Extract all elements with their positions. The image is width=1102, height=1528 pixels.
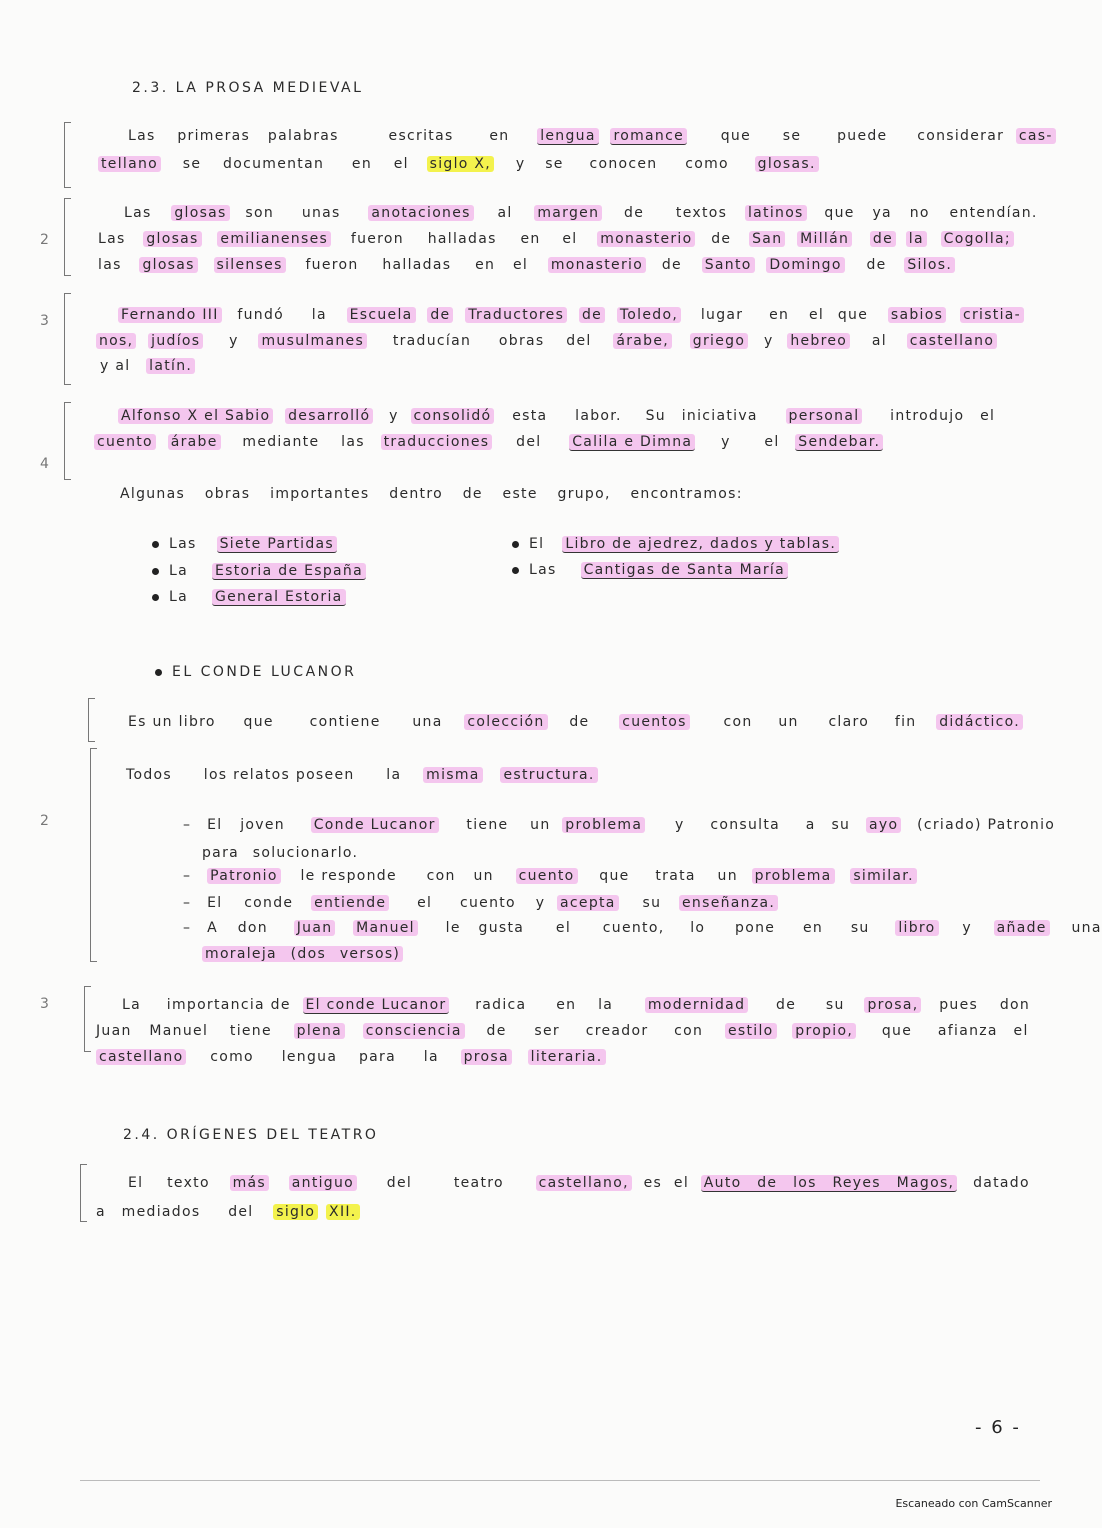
highlight-term: Millán xyxy=(797,231,852,247)
word: para xyxy=(358,1049,396,1065)
paragraph-glosas-def-line-3 xyxy=(98,257,955,273)
works-left-1 xyxy=(152,536,337,552)
work-title: Libro de ajedrez, dados y tablas. xyxy=(562,536,839,553)
works-right-1 xyxy=(512,536,839,552)
highlight-term: didáctico. xyxy=(936,714,1023,730)
teatro-line-1 xyxy=(128,1175,1030,1191)
word: introdujo xyxy=(890,408,965,424)
highlight-term: consolidó xyxy=(411,408,495,424)
works-left-3 xyxy=(152,589,346,605)
word: fin xyxy=(894,714,917,730)
word: don xyxy=(999,997,1031,1013)
word: le xyxy=(445,920,461,936)
word: labor. xyxy=(575,408,622,424)
word: su xyxy=(825,997,845,1013)
word: su xyxy=(831,817,851,833)
word: importancia de xyxy=(166,997,291,1013)
word: conde xyxy=(244,895,294,911)
word: en xyxy=(520,231,541,247)
word: una xyxy=(412,714,443,730)
highlight-term: de xyxy=(870,231,896,247)
highlight-term: Juan xyxy=(294,920,336,936)
word: obras xyxy=(498,333,545,349)
word: lengua xyxy=(281,1049,338,1065)
highlight-term: nos, xyxy=(96,333,136,349)
highlight-term: Conde Lucanor xyxy=(311,817,439,833)
word: iniciativa xyxy=(681,408,758,424)
word: con xyxy=(674,1023,704,1039)
highlight-term: glosas xyxy=(143,231,201,247)
highlight-term: Domingo xyxy=(766,257,844,273)
word: Todos xyxy=(126,767,172,783)
highlight-term: Patronio xyxy=(207,868,281,884)
highlight-term: glosas xyxy=(139,257,197,273)
word: se xyxy=(182,156,202,172)
word: una xyxy=(1071,920,1102,936)
lucanor-list-item-4 xyxy=(183,920,1102,936)
highlight-term: más xyxy=(230,1175,269,1191)
word: el xyxy=(1013,1023,1029,1039)
word: la xyxy=(386,767,402,783)
works-right-2 xyxy=(512,562,788,578)
margin-number: 2 xyxy=(40,813,49,829)
margin-bracket xyxy=(84,986,91,1052)
word: en xyxy=(556,997,577,1013)
word: del xyxy=(516,434,542,450)
highlight-term: acepta xyxy=(557,895,619,911)
word: puede xyxy=(837,128,888,144)
paragraph-glosas-def-line-1 xyxy=(124,205,1038,221)
bullet-icon xyxy=(155,669,162,676)
work-title: General Estoria xyxy=(212,589,346,606)
highlight-date: siglo xyxy=(273,1204,318,1220)
margin-number: 4 xyxy=(40,456,49,472)
highlight-term: cuento xyxy=(516,868,578,884)
word: un xyxy=(530,817,551,833)
word: contiene xyxy=(309,714,381,730)
highlight-term: enseñanza. xyxy=(679,895,778,911)
word: de xyxy=(776,997,797,1013)
highlight-term: prosa, xyxy=(864,997,921,1013)
word: don xyxy=(237,920,268,936)
word: pone xyxy=(735,920,776,936)
word: consulta xyxy=(710,817,781,833)
word: A xyxy=(207,920,218,936)
highlight-term: colección xyxy=(464,714,547,730)
lucanor-heading-text: EL CONDE LUCANOR xyxy=(172,664,357,680)
word: documentan xyxy=(223,156,325,172)
highlight-term: judíos xyxy=(148,333,203,349)
lucanor-heading xyxy=(155,664,356,680)
word: no xyxy=(909,205,930,221)
dash: – xyxy=(183,868,192,884)
lucanor-list-item-4-cont xyxy=(202,946,403,962)
word: primeras xyxy=(177,128,251,144)
highlight-term: monasterio xyxy=(597,231,695,247)
highlight-term: tellano xyxy=(98,156,161,172)
highlight-date: siglo X, xyxy=(427,156,494,172)
word: mediante xyxy=(242,434,320,450)
highlight-term: lengua xyxy=(537,128,599,145)
word: en xyxy=(489,128,510,144)
word: y xyxy=(962,920,972,936)
word: fueron xyxy=(350,231,404,247)
word: creador xyxy=(585,1023,649,1039)
word: la xyxy=(598,997,614,1013)
word: claro xyxy=(828,714,870,730)
word: un xyxy=(778,714,799,730)
highlight-term: Manuel xyxy=(353,920,418,936)
highlight-term: traducciones xyxy=(381,434,493,450)
margin-number: 3 xyxy=(40,996,49,1012)
word: considerar xyxy=(917,128,1005,144)
word: el xyxy=(555,920,572,936)
word: pues xyxy=(939,997,979,1013)
margin-bracket xyxy=(64,402,71,480)
highlight-term: antiguo xyxy=(289,1175,357,1191)
bullet-icon xyxy=(152,594,159,601)
margin-bracket xyxy=(80,1164,87,1222)
word: halladas xyxy=(382,257,452,273)
work-title: Siete Partidas xyxy=(217,536,337,553)
work-article: La xyxy=(169,589,188,605)
highlight-title: Calila e Dimna xyxy=(569,434,695,451)
word: Las xyxy=(124,205,152,221)
word: textos xyxy=(675,205,728,221)
highlight-date: XII. xyxy=(326,1204,360,1220)
word: y xyxy=(229,333,239,349)
word: un xyxy=(717,868,738,884)
highlight-term: cristia- xyxy=(960,307,1024,323)
highlight-term: castellano, xyxy=(536,1175,632,1191)
word: afianza xyxy=(937,1023,998,1039)
highlight-title: El conde Lucanor xyxy=(303,997,450,1014)
word: de xyxy=(624,205,645,221)
word: Las xyxy=(98,231,126,247)
word: y xyxy=(535,895,546,911)
word: que xyxy=(599,868,630,884)
word: Manuel xyxy=(149,1023,209,1039)
word: y xyxy=(515,156,526,172)
lucanor-importance-line-1 xyxy=(122,997,1030,1013)
word: con xyxy=(723,714,753,730)
highlight-term: griego xyxy=(690,333,748,349)
highlight-term: árabe, xyxy=(613,333,672,349)
bullet-icon xyxy=(152,568,159,575)
word: Las xyxy=(128,128,156,144)
word: como xyxy=(685,156,729,172)
margin-number: 3 xyxy=(40,313,49,329)
word: y xyxy=(674,817,685,833)
lucanor-importance-line-2 xyxy=(96,1023,1029,1039)
paragraph-toledo-line-2 xyxy=(96,333,997,349)
work-title: Cantigas de Santa María xyxy=(581,562,788,579)
lucanor-definition xyxy=(128,714,1023,730)
margin-bracket xyxy=(88,698,95,742)
word: el xyxy=(673,1175,690,1191)
word: El xyxy=(207,895,223,911)
works-intro: Algunas obras importantes dentro de este grupo, encontramos: xyxy=(120,486,743,502)
word: que xyxy=(881,1023,913,1039)
word: el xyxy=(393,156,409,172)
paragraph-alfonso-line-2 xyxy=(94,434,883,450)
page-number: - 6 - xyxy=(975,1417,1021,1438)
word: el xyxy=(764,434,780,450)
paragraph-glosas-line-2 xyxy=(98,156,819,172)
word: al xyxy=(871,333,887,349)
highlight-term: modernidad xyxy=(645,997,748,1013)
word: como xyxy=(210,1049,254,1065)
margin-bracket xyxy=(64,198,71,276)
highlight-term: anotaciones xyxy=(368,205,473,221)
highlight-term: árabe xyxy=(168,434,221,450)
word: un xyxy=(473,868,494,884)
word: se xyxy=(782,128,802,144)
word: que xyxy=(824,205,855,221)
word: mediados xyxy=(121,1204,201,1220)
highlight-term: cas- xyxy=(1016,128,1056,144)
word: La xyxy=(122,997,141,1013)
highlight-term: silenses xyxy=(214,257,286,273)
word: de xyxy=(569,714,590,730)
highlight-term: Fernando III xyxy=(118,307,222,323)
word: la xyxy=(311,307,327,323)
word: de xyxy=(661,257,682,273)
word: la xyxy=(423,1049,439,1065)
word: ya xyxy=(872,205,892,221)
highlight-title: Sendebar. xyxy=(795,434,883,451)
highlight-term: Alfonso X el Sabio xyxy=(118,408,273,424)
work-article: Las xyxy=(169,536,197,552)
highlight-term: sabios xyxy=(888,307,946,323)
word: entendían. xyxy=(949,205,1038,221)
word: son xyxy=(245,205,275,221)
word: de xyxy=(866,257,887,273)
paragraph-glosas-line-1 xyxy=(128,128,1056,144)
highlight-term: literaria. xyxy=(528,1049,606,1065)
lucanor-list-item-1-cont: para solucionarlo. xyxy=(202,845,359,861)
word: del xyxy=(228,1204,254,1220)
highlight-term: estructura. xyxy=(500,767,597,783)
margin-bracket xyxy=(90,748,97,962)
word: y xyxy=(389,408,399,424)
paragraph-alfonso-line-1 xyxy=(118,408,995,424)
highlight-term: prosa xyxy=(461,1049,512,1065)
word: en xyxy=(802,920,824,936)
highlight-term: castellano xyxy=(907,333,997,349)
dash: – xyxy=(183,895,192,911)
word: de xyxy=(486,1023,507,1039)
word: su xyxy=(642,895,662,911)
dash: – xyxy=(183,817,192,833)
word: los relatos poseen xyxy=(203,767,355,783)
bullet-icon xyxy=(512,567,519,574)
highlight-term: Silos. xyxy=(904,257,955,273)
word: el xyxy=(417,895,433,911)
word: esta xyxy=(512,408,548,424)
word: cuento, xyxy=(602,920,665,936)
highlight-term: cuentos xyxy=(619,714,690,730)
highlight-term: romance xyxy=(610,128,687,145)
margin-number: 2 xyxy=(40,232,49,248)
word: en xyxy=(475,257,496,273)
paragraph-toledo-line-1 xyxy=(118,307,1024,323)
word: joven xyxy=(240,817,285,833)
highlight-term: añade xyxy=(994,920,1050,936)
highlight-term: entiende xyxy=(311,895,389,911)
word: Es un libro xyxy=(128,714,216,730)
word: le responde xyxy=(300,868,397,884)
word: el xyxy=(512,257,529,273)
highlight-term: estilo xyxy=(725,1023,777,1039)
word: a xyxy=(96,1204,106,1220)
highlight-term: Toledo, xyxy=(617,307,681,323)
highlight-term: castellano xyxy=(96,1049,186,1065)
work-article: Las xyxy=(529,562,557,578)
highlight-term: consciencia xyxy=(363,1023,465,1039)
lucanor-list-item-3 xyxy=(183,895,778,911)
highlight-term: propio, xyxy=(792,1023,856,1039)
word: el xyxy=(980,408,996,424)
highlight-term: latinos xyxy=(745,205,807,221)
highlight-term: problema xyxy=(562,817,645,833)
highlight-term: emilianenses xyxy=(217,231,331,247)
word: que xyxy=(243,714,274,730)
highlight-term: moraleja (dos versos) xyxy=(202,946,403,962)
section-title-2-4: 2.4. ORÍGENES DEL TEATRO xyxy=(123,1127,379,1143)
bullet-icon xyxy=(152,541,159,548)
highlight-term: Escuela xyxy=(347,307,416,323)
dash: – xyxy=(183,920,192,936)
highlight-term: desarrolló xyxy=(285,408,373,424)
highlight-term: margen xyxy=(534,205,602,221)
word: teatro xyxy=(453,1175,504,1191)
word: se xyxy=(545,156,564,172)
highlight-term: problema xyxy=(752,868,835,884)
word: (criado) Patronio xyxy=(917,817,1056,833)
word: al xyxy=(497,205,513,221)
lucanor-importance-line-3 xyxy=(96,1049,606,1065)
margin-bracket xyxy=(64,122,71,188)
highlight-term: hebreo xyxy=(787,333,850,349)
highlight-term: plena xyxy=(294,1023,345,1039)
word: El xyxy=(128,1175,144,1191)
work-article: El xyxy=(529,536,545,552)
highlight-term: ayo xyxy=(866,817,901,833)
word: fundó xyxy=(237,307,285,323)
word: las xyxy=(341,434,365,450)
highlight-term: glosas. xyxy=(755,156,819,172)
bottom-divider xyxy=(80,1480,1040,1481)
word: con xyxy=(426,868,456,884)
word: tiene xyxy=(466,817,509,833)
highlight-term: Cogolla; xyxy=(941,231,1014,247)
word: texto xyxy=(167,1175,210,1191)
word: el xyxy=(808,307,825,323)
highlight-term: glosas xyxy=(171,205,229,221)
teatro-line-2 xyxy=(96,1204,360,1220)
word: del xyxy=(386,1175,413,1191)
word: del xyxy=(566,333,592,349)
work-article: La xyxy=(169,563,188,579)
word: y xyxy=(721,434,731,450)
word: radica xyxy=(475,997,527,1013)
word: palabras xyxy=(267,128,339,144)
highlight-term: libro xyxy=(895,920,938,936)
word: que xyxy=(720,128,752,144)
highlight-title: Auto de los Reyes Magos, xyxy=(701,1175,958,1192)
word: las xyxy=(98,257,122,273)
word: en xyxy=(769,307,790,323)
word: cuento xyxy=(460,895,516,911)
highlight-term: de xyxy=(579,307,605,323)
word: trata xyxy=(655,868,696,884)
word: El xyxy=(207,817,223,833)
word: traducían xyxy=(392,333,472,349)
section-title-2-3: 2.3. LA PROSA MEDIEVAL xyxy=(132,80,364,96)
word: tiene xyxy=(229,1023,272,1039)
highlight-term: similar. xyxy=(850,868,917,884)
word: escritas xyxy=(388,128,454,144)
works-left-2 xyxy=(152,563,366,579)
lucanor-list-item-1 xyxy=(183,817,1055,833)
word: lugar xyxy=(700,307,744,323)
word: halladas xyxy=(427,231,497,247)
highlight-term: Traductores xyxy=(465,307,567,323)
word: y al xyxy=(100,358,131,374)
word: lo xyxy=(690,920,706,936)
word: conocen xyxy=(589,156,658,172)
word: ser xyxy=(534,1023,560,1039)
bullet-icon xyxy=(512,541,519,548)
word: en xyxy=(351,156,372,172)
word: que xyxy=(837,307,869,323)
word: unas xyxy=(301,205,341,221)
word: gusta xyxy=(478,920,525,936)
work-title: Estoria de España xyxy=(212,563,366,580)
paragraph-toledo-line-3 xyxy=(100,358,195,374)
word: de xyxy=(711,231,732,247)
lucanor-list-item-2 xyxy=(183,868,917,884)
word: y xyxy=(763,333,774,349)
highlight-term: la xyxy=(906,231,927,247)
highlight-term: monasterio xyxy=(548,257,646,273)
highlight-term: Santo xyxy=(702,257,755,273)
word: el xyxy=(562,231,578,247)
word: Su xyxy=(645,408,666,424)
scanner-watermark: Escaneado con CamScanner xyxy=(895,1497,1052,1510)
lucanor-structure xyxy=(126,767,598,783)
word: su xyxy=(850,920,870,936)
paragraph-glosas-def-line-2 xyxy=(98,231,1014,247)
word: es xyxy=(643,1175,663,1191)
highlight-term: San xyxy=(749,231,785,247)
word: fueron xyxy=(305,257,359,273)
margin-bracket xyxy=(64,293,71,385)
highlight-term: misma xyxy=(423,767,483,783)
highlight-term: cuento xyxy=(94,434,156,450)
highlight-term: de xyxy=(427,307,453,323)
word: a xyxy=(805,817,816,833)
highlight-term: latín. xyxy=(146,358,195,374)
word: datado xyxy=(973,1175,1030,1191)
highlight-term: musulmanes xyxy=(258,333,367,349)
word: Juan xyxy=(96,1023,132,1039)
highlight-term: personal xyxy=(786,408,863,424)
